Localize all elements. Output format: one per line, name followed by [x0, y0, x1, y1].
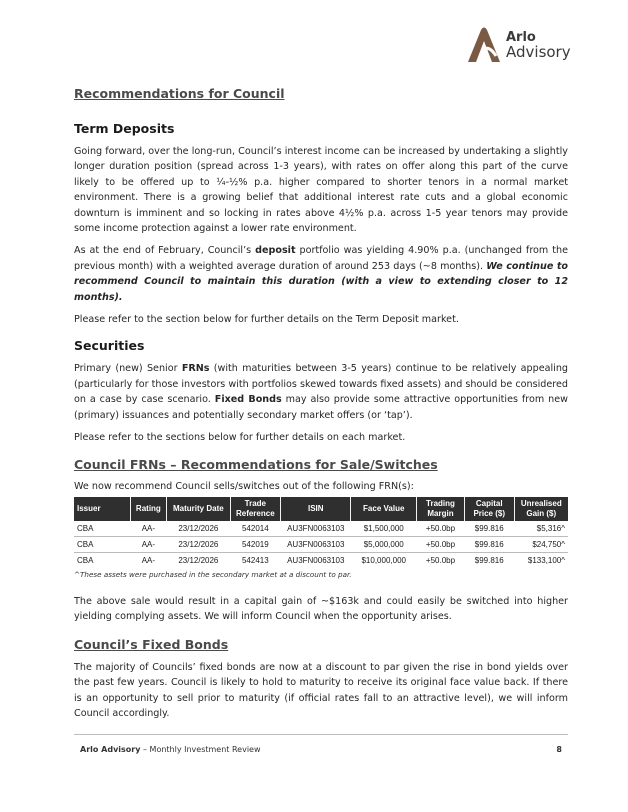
cell-maturity-date: 23/12/2026 — [167, 536, 230, 552]
sec-p1-frns: FRNs — [181, 363, 210, 375]
term-deposits-paragraph-2 — [74, 243, 568, 305]
securities-paragraph-1 — [74, 361, 568, 423]
col-maturity-date: Maturity Date — [167, 497, 230, 521]
cell-trading-margin: +50.0bp — [425, 555, 456, 565]
table-row — [74, 521, 568, 537]
cell-isin: AU3FN0063103 — [281, 521, 351, 537]
cell-rating: AA- — [130, 536, 167, 552]
cell-face-value: $5,000,000 — [351, 536, 417, 552]
cell-unrealised-gain: $5,316^ — [514, 521, 568, 537]
frn-table-header-row — [74, 497, 568, 521]
footer-title — [80, 745, 261, 754]
cell-issuer: CBA — [74, 521, 130, 537]
td-p2-recommendation: We continue to recommend Council to maintain this duration (with a view to extending closer to 12 months). — [74, 260, 568, 303]
cell-face-value: $10,000,000 — [361, 555, 406, 565]
brand-line1: Arlo — [506, 30, 536, 45]
frn-intro: We now recommend Council sells/switches out of the following FRN(s): — [74, 480, 414, 492]
cell-isin: AU3FN0063103 — [287, 555, 345, 565]
col-trade-reference: Trade Reference — [230, 497, 281, 521]
sec-p1-fixed-bonds: Fixed Bonds — [214, 394, 282, 406]
subheading-securities: Securities — [74, 338, 145, 354]
cell-trading-margin: +50.0bp — [417, 536, 465, 552]
col-issuer: Issuer — [74, 497, 130, 521]
cell-capital-price: $99.816 — [474, 555, 504, 565]
table-row — [74, 552, 568, 568]
cell-trade-reference: 542014 — [230, 521, 281, 537]
page-number: 8 — [556, 745, 562, 754]
cell-capital-price: $99.816 — [464, 536, 514, 552]
cell-rating: AA- — [130, 521, 167, 537]
sec-p1-text-b: (with maturities between 3-5 years) continue to be relatively appealing (particularly for those investors with portfolios skewed towards fixed assets) and should be considered on a case by case scenario. — [74, 363, 568, 406]
footer-brand: Arlo Advisory — [80, 745, 141, 754]
col-unrealised-gain: Unrealised Gain ($) — [514, 497, 568, 521]
cell-unrealised-gain: $133,100^ — [527, 555, 565, 565]
td-p2-bold: deposit — [255, 245, 296, 257]
cell-issuer: CBA — [77, 555, 94, 565]
cell-trading-margin: +50.0bp — [417, 521, 465, 537]
footer-subtitle: – Monthly Investment Review — [140, 745, 261, 754]
cell-maturity-date: 23/12/2026 — [178, 555, 219, 565]
col-trading-margin: Trading Margin — [417, 497, 465, 521]
cell-isin: AU3FN0063103 — [281, 536, 351, 552]
cell-rating: AA- — [141, 555, 156, 565]
section-heading-fixed-bonds: Council’s Fixed Bonds — [74, 636, 229, 652]
term-deposits-paragraph-1: Going forward, over the long-run, Council’s interest income can be increased by undertaking a slightly longer duration position (spread across 1-3 years), with rates on offer along this part of the curve likely to be offered up to ¼-½% p.a. higher compared to shorter tenors in a normal market environment. There is a growing belief that additional interest rate cuts and a global economic downturn is imminent and so locking in rates above 4½% p.a. across 1-5 year tenors may provide some income protection against a lower rate environment. — [74, 146, 568, 235]
cell-face-value: $1,500,000 — [351, 521, 417, 537]
section-heading-recommendations: Recommendations for Council — [74, 86, 285, 101]
subheading-term-deposits: Term Deposits — [74, 121, 175, 136]
cell-unrealised-gain: $24,750^ — [514, 536, 568, 552]
brand-line2: Advisory — [506, 43, 571, 61]
col-face-value: Face Value — [351, 497, 417, 521]
fixed-bonds-paragraph: The majority of Councils’ fixed bonds are now at a discount to par given the rise in bond yields over the past few years. Council is likely to hold to maturity to receive its original face value back. If there is an opportunity to sell prior to maturity (if official rates fall to an attractive level), we will inform Council accordingly. — [74, 661, 568, 719]
td-p2-text-a: As at the end of February, Council’s — [74, 245, 256, 257]
securities-paragraph-2: Please refer to the sections below for further details on each market. — [74, 432, 406, 444]
table-row — [74, 536, 568, 552]
sec-p1-text-a: Primary (new) Senior — [74, 363, 182, 375]
section-heading-frn-sales: Council FRNs – Recommendations for Sale/Switches — [74, 456, 438, 472]
frn-outro: The above sale would result in a capital gain of ~$163k and could easily be switched into higher yielding complying assets. We will inform Council when the opportunity arises. — [74, 595, 568, 623]
sec-p1-text-c: may also provide some attractive opportunities from new (primary) issuances and potentially secondary market offers (or ‘tap’). — [74, 394, 569, 421]
term-deposits-paragraph-3: Please refer to the section below for further details on the Term Deposit market. — [74, 314, 459, 326]
brand-logo — [466, 26, 571, 64]
cell-trade-reference: 542019 — [230, 536, 281, 552]
cell-maturity-date: 23/12/2026 — [167, 521, 230, 537]
td-p2-text-b: portfolio was yielding 4.90% p.a. (unchanged from the previous month) with a weighted average duration of around 253 days (~8 months). — [74, 245, 568, 272]
col-isin: ISIN — [281, 497, 351, 521]
table-footnote: ^These assets were purchased in the secondary market at a discount to par. — [74, 569, 352, 579]
arlo-a-mark-icon — [466, 26, 502, 64]
footer-divider — [74, 734, 568, 735]
frn-sale-table — [74, 497, 568, 568]
cell-capital-price: $99.816 — [464, 521, 514, 537]
brand-wordmark — [506, 30, 571, 60]
report-body — [74, 86, 568, 721]
cell-issuer: CBA — [74, 536, 130, 552]
cell-trade-reference: 542413 — [241, 555, 269, 565]
col-capital-price: Capital Price ($) — [464, 497, 514, 521]
col-rating: Rating — [130, 497, 167, 521]
